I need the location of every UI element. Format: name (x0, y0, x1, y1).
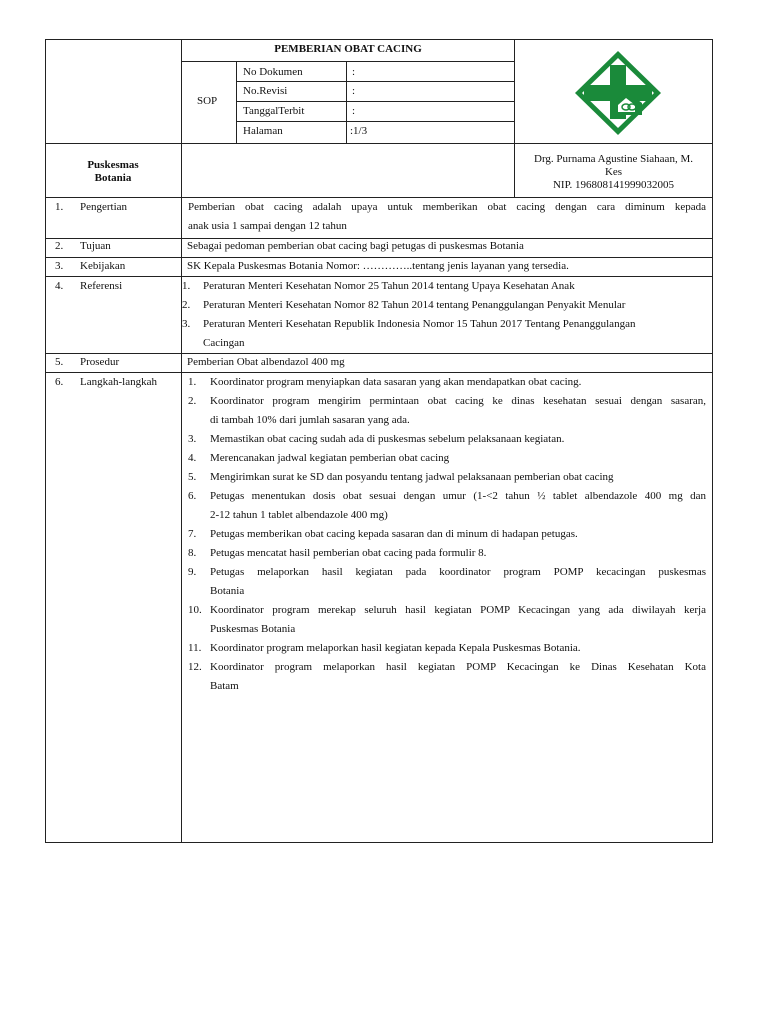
signer-name-line2: Kes (604, 166, 623, 178)
meta-value-tanggal-terbit: : (352, 105, 356, 117)
meta-value-no-revisi: : (352, 85, 356, 97)
section-number: 6. (55, 376, 64, 388)
langkah-item-cont: Botania (210, 585, 245, 597)
langkah-item: Petugas mencatat hasil pemberian obat cacing pada formulir 8. (210, 547, 487, 559)
langkah-item: Koordinator program melaporkan hasil kegiatan POMP Kecacingan ke Dinas Kesehatan Kota (210, 661, 706, 673)
section-number: 5. (55, 356, 64, 368)
langkah-item-cont: di tambah 10% dari jumlah sasaran yang ada. (210, 414, 410, 426)
list-item-number: 8. (188, 547, 197, 559)
puskesmas-logo-icon (572, 49, 664, 137)
section-number: 2. (55, 240, 64, 252)
section-label-tujuan: Tujuan (80, 240, 111, 252)
section-label-referensi: Referensi (80, 280, 123, 292)
list-item-number: 3. (188, 433, 197, 445)
section-label-langkah: Langkah-langkah (80, 376, 157, 388)
meta-label-no-dokumen: No Dokumen (243, 66, 303, 78)
referensi-item-cont: Cacingan (203, 337, 245, 349)
list-item-number: 3. (182, 318, 191, 330)
meta-label-tanggal-terbit: TanggalTerbit (243, 105, 305, 117)
document-title: PEMBERIAN OBAT CACING (274, 43, 422, 55)
section-label-pengertian: Pengertian (80, 201, 128, 213)
sop-label: SOP (197, 95, 218, 107)
section-label-prosedur: Prosedur (80, 356, 120, 368)
list-item-number: 6. (188, 490, 197, 502)
langkah-item-cont: Puskesmas Botania (210, 623, 296, 635)
section-label-kebijakan: Kebijakan (80, 260, 126, 272)
referensi-item: Peraturan Menteri Kesehatan Republik Indonesia Nomor 15 Tahun 2017 Tentang Penanggulangan (203, 318, 636, 330)
org-name-line1: Puskesmas (87, 159, 139, 171)
list-item-number: 2. (182, 299, 191, 311)
pengertian-text-line1: Pemberian obat cacing adalah upaya untuk memberikan obat cacing dengan cara diminum kepada (188, 201, 706, 213)
meta-label-halaman: Halaman (243, 125, 283, 137)
list-item-number: 4. (188, 452, 197, 464)
meta-value-no-dokumen: : (352, 66, 356, 78)
section-number: 1. (55, 201, 64, 213)
langkah-item: Petugas menentukan dosis obat sesuai dengan umur (1-<2 tahun ½ tablet albendazole 400 mg dan (210, 490, 706, 502)
referensi-item: Peraturan Menteri Kesehatan Nomor 82 Tahun 2014 tentang Penanggulangan Penyakit Menular (203, 299, 626, 311)
kebijakan-text: SK Kepala Puskesmas Botania Nomor: …………..tentang jenis layanan yang tersedia. (187, 260, 569, 272)
list-item-number: 1. (182, 280, 191, 292)
list-item-number: 12. (188, 661, 202, 673)
list-item-number: 1. (188, 376, 197, 388)
section-number: 3. (55, 260, 64, 272)
langkah-item: Memastikan obat cacing sudah ada di puskesmas sebelum pelaksanaan kegiatan. (210, 433, 565, 445)
section-number: 4. (55, 280, 64, 292)
list-item-number: 11. (188, 642, 202, 654)
meta-label-no-revisi: No.Revisi (243, 85, 288, 97)
meta-value-halaman: :1/3 (350, 125, 368, 137)
pengertian-text-line2: anak usia 1 sampai dengan 12 tahun (188, 220, 347, 232)
langkah-item: Koordinator program melaporkan hasil kegiatan kepada Kepala Puskesmas Botania. (210, 642, 581, 654)
langkah-item: Koordinator program merekap seluruh hasil kegiatan POMP Kecacingan yang ada diwilayah kerja (210, 604, 706, 616)
org-name-line2: Botania (94, 172, 132, 184)
langkah-item-cont: 2-12 tahun 1 tablet albendazole 400 mg) (210, 509, 388, 521)
prosedur-text: Pemberian Obat albendazol 400 mg (187, 356, 345, 368)
langkah-item: Petugas melaporkan hasil kegiatan pada koordinator program POMP kecacingan puskesmas (210, 566, 706, 578)
langkah-item: Mengirimkan surat ke SD dan posyandu tentang jadwal pelaksanaan pemberian obat cacing (210, 471, 614, 483)
langkah-item: Koordinator program menyiapkan data sasaran yang akan mendapatkan obat cacing. (210, 376, 582, 388)
langkah-item: Petugas memberikan obat cacing kepada sasaran dan di minum di hadapan petugas. (210, 528, 578, 540)
list-item-number: 7. (188, 528, 197, 540)
langkah-item-cont: Batam (210, 680, 239, 692)
list-item-number: 9. (188, 566, 197, 578)
list-item-number: 2. (188, 395, 197, 407)
tujuan-text: Sebagai pedoman pemberian obat cacing bagi petugas di puskesmas Botania (187, 240, 524, 252)
signer-name-line1: Drg. Purnama Agustine Siahaan, M. (534, 153, 693, 165)
list-item-number: 5. (188, 471, 197, 483)
referensi-item: Peraturan Menteri Kesehatan Nomor 25 Tahun 2014 tentang Upaya Kesehatan Anak (203, 280, 575, 292)
list-item-number: 10. (188, 604, 202, 616)
langkah-item: Merencanakan jadwal kegiatan pemberian obat cacing (210, 452, 450, 464)
langkah-item: Koordinator program mengirim permintaan obat cacing ke dinas kesehatan sesuai dengan sasaran, (210, 395, 706, 407)
signer-nip: NIP. 196808141999032005 (552, 179, 674, 191)
